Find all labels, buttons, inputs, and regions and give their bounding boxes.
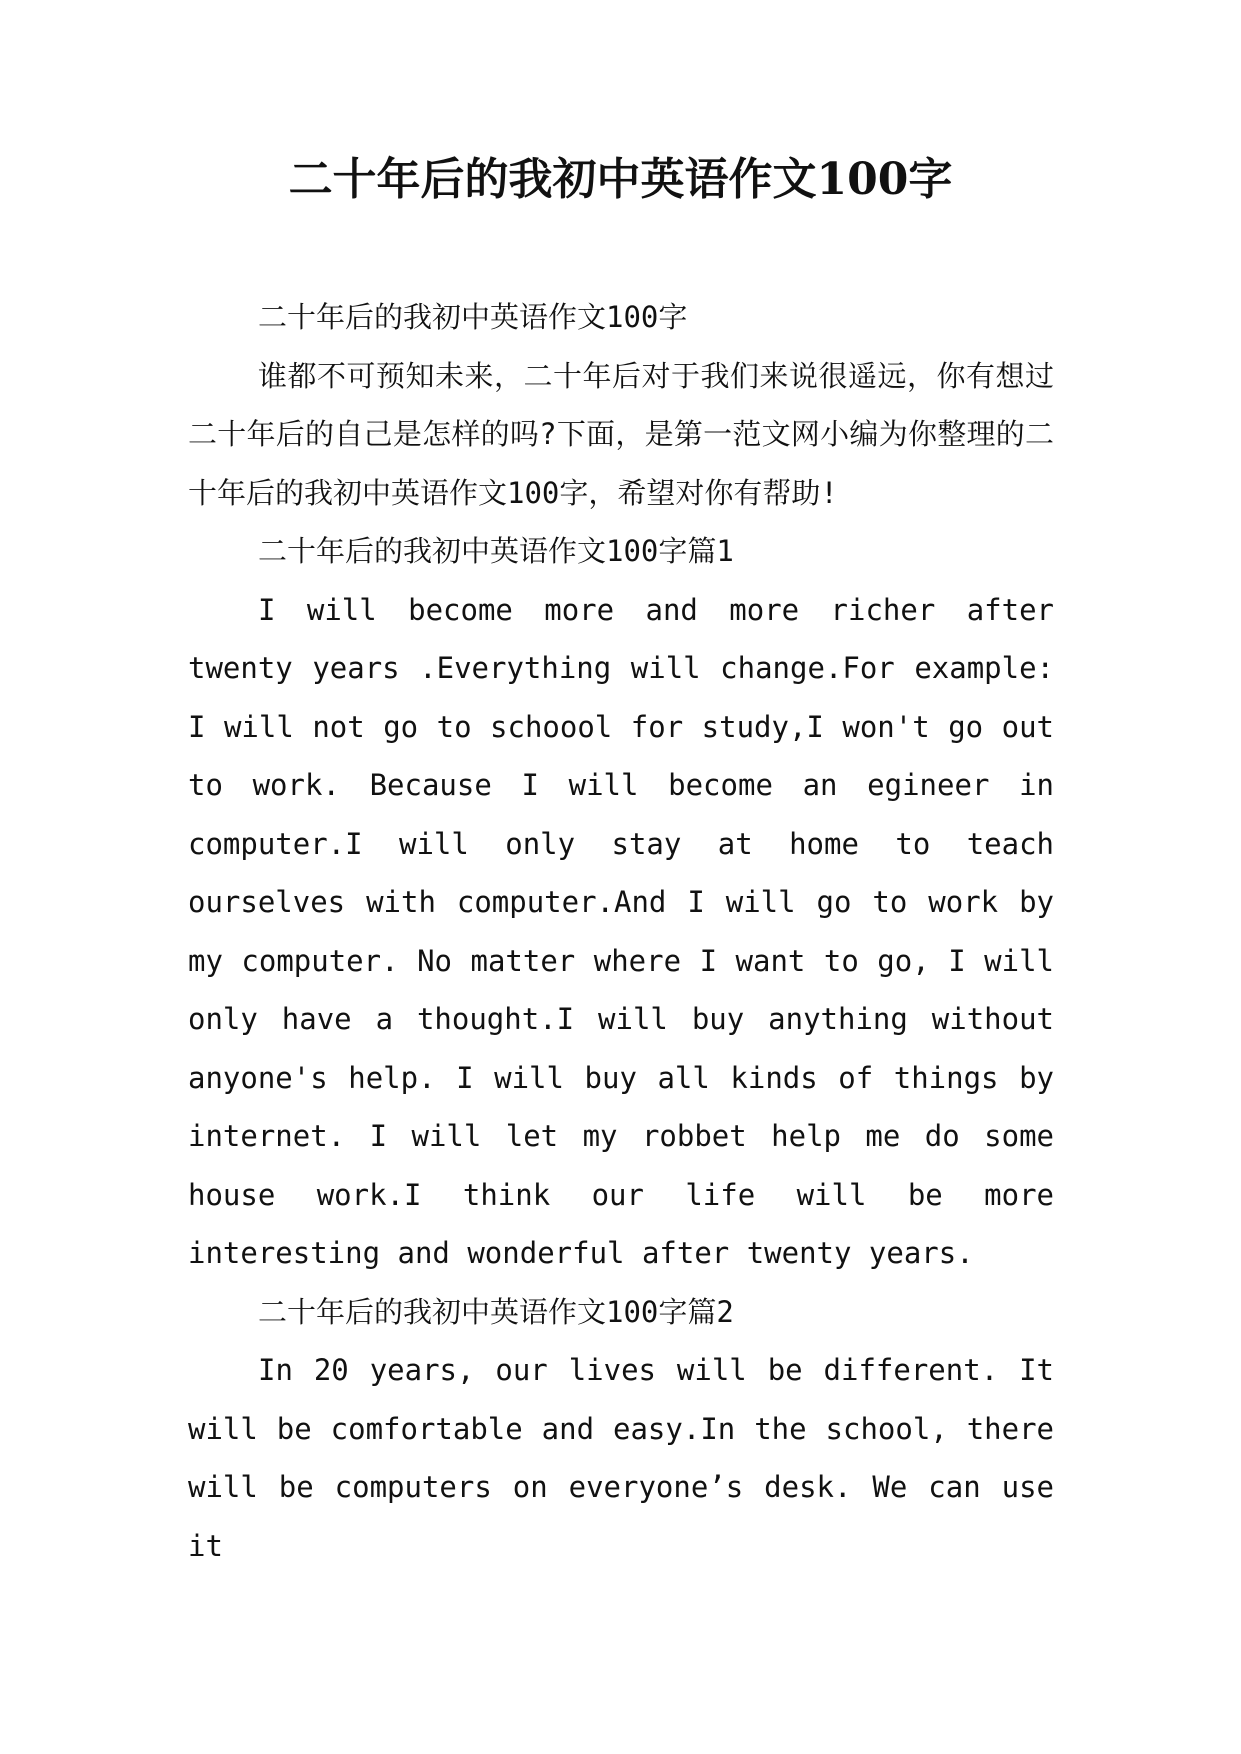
section-1-paragraph: I will become more and more richer after twenty years .Everything will change.For example: I will not go to schoool for study,I won't go out to work. Because I will become an egineer in computer.I will only stay at home to teach ourselves with computer.And I will go to work by my computer. No matter where I want to go, I will only have a thought.I will buy anything without anyone's help. I will buy all kinds of things by internet. I will let my robbet help me do some house work.I think our life will be more interesting and wonderful after twenty years. [188, 592, 1054, 1270]
section-1-heading: 二十年后的我初中英语作文100字篇1 [258, 534, 734, 568]
intro-paragraph: 谁都不可预知未来，二十年后对于我们来说很遥远，你有想过二十年后的自己是怎样的吗?下面，是第一范文网小编为你整理的二十年后的我初中英语作文100字，希望对你有帮助! [188, 358, 1054, 510]
subtitle-line: 二十年后的我初中英语作文100字 [258, 300, 688, 334]
document-body [188, 288, 1054, 1575]
section-2-paragraph: In 20 years, our lives will be different. It will be comfortable and easy.In the school, there will be computers on everyone’s desk. We can use it [188, 1353, 1054, 1563]
document-title: 二十年后的我初中英语作文100字 [288, 154, 953, 205]
section-2-heading: 二十年后的我初中英语作文100字篇2 [258, 1294, 734, 1329]
